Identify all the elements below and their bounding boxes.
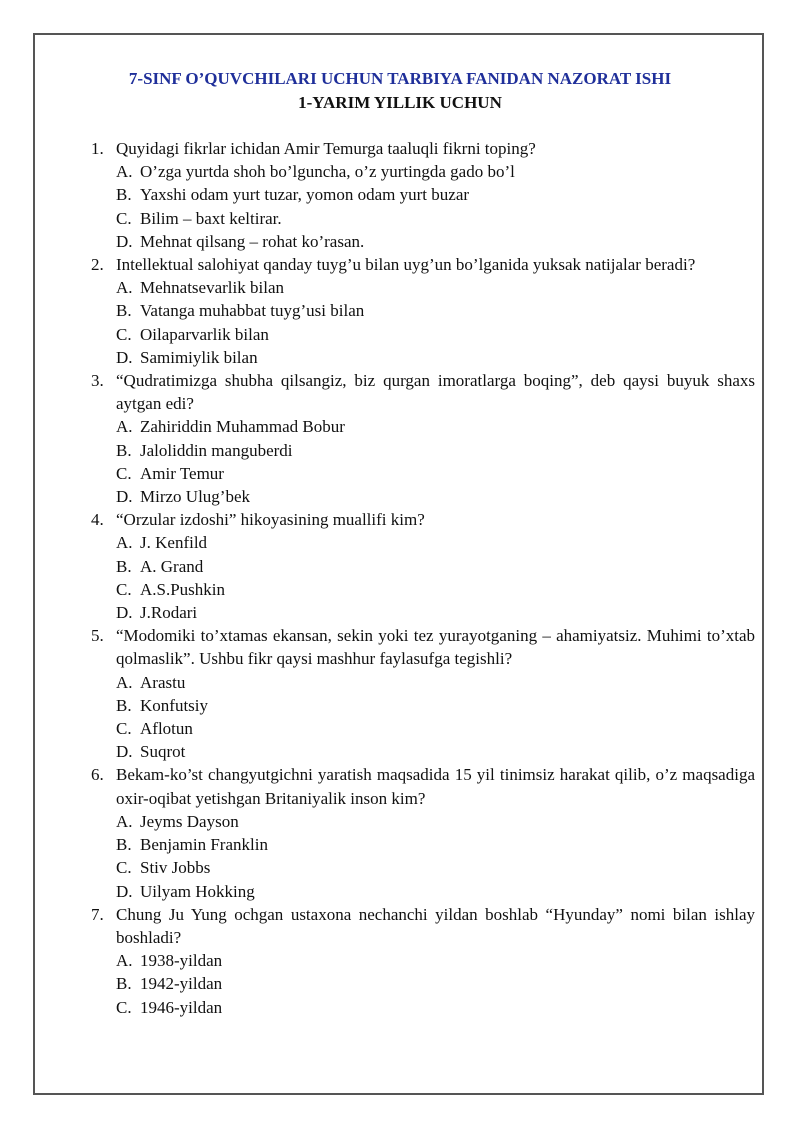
option-text: A.S.Pushkin	[140, 579, 226, 599]
answer-option	[85, 415, 755, 438]
question-text: Intellektual salohiyat qanday tuyg’u bilan uyg’un bo’lganida yuksak natijalar beradi?	[116, 255, 696, 275]
option-text: Zahiriddin Muhammad Bobur	[140, 417, 345, 437]
option-letter: A.	[116, 417, 133, 437]
option-letter: C.	[116, 579, 132, 599]
option-letter: A.	[116, 533, 133, 553]
answer-option	[85, 810, 755, 833]
option-letter: D.	[116, 881, 133, 901]
question-item	[85, 508, 755, 531]
option-text: 1938-yildan	[140, 951, 223, 971]
answer-option	[85, 880, 755, 903]
answer-option	[85, 207, 755, 230]
question-text: “Modomiki to’xtamas ekansan, sekin yoki tez yurayotganing – ahamiyatsiz. Muhimi to’xtab qolmaslik”. Ushbu fikr qaysi mashhur faylasufga tegishli?	[116, 626, 755, 669]
question-text: “Orzular izdoshi” hikoyasining muallifi kim?	[116, 510, 425, 530]
option-letter: D.	[116, 742, 133, 762]
option-text: Konfutsiy	[140, 695, 208, 715]
question-text: Quyidagi fikrlar ichidan Amir Temurga taaluqli fikrni toping?	[116, 139, 536, 158]
option-letter: C.	[116, 324, 132, 344]
option-letter: C.	[116, 463, 132, 483]
option-text: Arastu	[140, 672, 186, 692]
option-letter: D.	[116, 603, 133, 623]
answer-option	[85, 717, 755, 740]
option-letter: B.	[116, 974, 132, 994]
answer-option	[85, 671, 755, 694]
option-text: Bilim – baxt keltirar.	[140, 208, 282, 228]
option-letter: A.	[116, 672, 133, 692]
option-letter: C.	[116, 997, 132, 1017]
answer-option	[85, 346, 755, 369]
option-text: Jeyms Dayson	[140, 811, 239, 831]
question-list	[85, 137, 755, 1019]
option-text: Aflotun	[140, 719, 193, 739]
option-text: O’zga yurtda shoh bo’lguncha, o’z yurtingda gado bo’l	[140, 162, 515, 182]
answer-option	[85, 323, 755, 346]
question-item	[85, 763, 755, 809]
answer-option	[85, 462, 755, 485]
question-number: 3.	[91, 371, 104, 391]
answer-option	[85, 601, 755, 624]
option-text: Jaloliddin manguberdi	[140, 440, 293, 460]
option-letter: D.	[116, 347, 133, 367]
question-item	[85, 903, 755, 949]
option-text: Benjamin Franklin	[140, 835, 268, 855]
answer-option	[85, 949, 755, 972]
option-text: Uilyam Hokking	[140, 881, 255, 901]
option-letter: D.	[116, 231, 133, 251]
option-text: Yaxshi odam yurt tuzar, yomon odam yurt buzar	[140, 185, 470, 205]
option-text: Mehnatsevarlik bilan	[140, 278, 284, 298]
option-letter: A.	[116, 278, 133, 298]
answer-option	[85, 485, 755, 508]
page-subtitle: 1-YARIM YILLIK UCHUN	[298, 93, 502, 112]
option-text: Stiv Jobbs	[140, 858, 211, 878]
option-letter: B.	[116, 440, 132, 460]
option-text: Amir Temur	[140, 463, 224, 483]
answer-option	[85, 555, 755, 578]
question-number: 2.	[91, 255, 104, 275]
question-item	[85, 253, 755, 276]
answer-option	[85, 183, 755, 206]
answer-option	[85, 230, 755, 253]
question-item	[85, 137, 755, 160]
option-text: Mehnat qilsang – rohat ko’rasan.	[140, 231, 365, 251]
option-text: 1946-yildan	[140, 997, 223, 1017]
question-text: Chung Ju Yung ochgan ustaxona nechanchi yildan boshlab “Hyunday” nomi bilan ishlay boshladi?	[116, 904, 755, 947]
answer-option	[85, 740, 755, 763]
option-letter: B.	[116, 301, 132, 321]
option-letter: D.	[116, 487, 133, 507]
question-number: 6.	[91, 765, 104, 785]
answer-option	[85, 578, 755, 601]
answer-option	[85, 531, 755, 554]
option-letter: A.	[116, 811, 133, 831]
answer-option	[85, 160, 755, 183]
answer-option	[85, 299, 755, 322]
answer-option	[85, 996, 755, 1019]
option-letter: C.	[116, 208, 132, 228]
option-letter: B.	[116, 556, 132, 576]
answer-option	[85, 833, 755, 856]
answer-option	[85, 439, 755, 462]
option-letter: B.	[116, 185, 132, 205]
answer-option	[85, 972, 755, 995]
question-number: 1.	[91, 139, 104, 158]
option-letter: B.	[116, 835, 132, 855]
answer-option	[85, 856, 755, 879]
option-text: Mirzo Ulug’bek	[140, 487, 251, 507]
question-text: “Qudratimizga shubha qilsangiz, biz qurgan imoratlarga boqing”, deb qaysi buyuk shaxs aytgan edi?	[116, 371, 755, 414]
option-letter: C.	[116, 719, 132, 739]
option-text: Suqrot	[140, 742, 186, 762]
option-text: J. Kenfild	[140, 533, 208, 553]
option-text: Vatanga muhabbat tuyg’usi bilan	[140, 301, 365, 321]
question-number: 4.	[91, 510, 104, 530]
option-text: J.Rodari	[140, 603, 198, 623]
option-letter: A.	[116, 162, 133, 182]
option-letter: A.	[116, 951, 133, 971]
answer-option	[85, 276, 755, 299]
question-item	[85, 624, 755, 670]
option-text: Samimiylik bilan	[140, 347, 258, 367]
question-text: Bekam-ko’st changyutgichni yaratish maqsadida 15 yil tinimsiz harakat qilib, o’z maqsadiga oxir-oqibat yetishgan Britaniyalik inson kim?	[116, 765, 755, 808]
question-number: 5.	[91, 626, 104, 646]
option-text: Oilaparvarlik bilan	[140, 324, 269, 344]
answer-option	[85, 694, 755, 717]
question-item	[85, 369, 755, 415]
option-letter: B.	[116, 695, 132, 715]
option-text: 1942-yildan	[140, 974, 223, 994]
option-text: A. Grand	[140, 556, 204, 576]
option-letter: C.	[116, 858, 132, 878]
question-number: 7.	[91, 904, 104, 924]
page-title: 7-SINF O’QUVCHILARI UCHUN TARBIYA FANIDAN NAZORAT ISHI	[128, 69, 672, 88]
